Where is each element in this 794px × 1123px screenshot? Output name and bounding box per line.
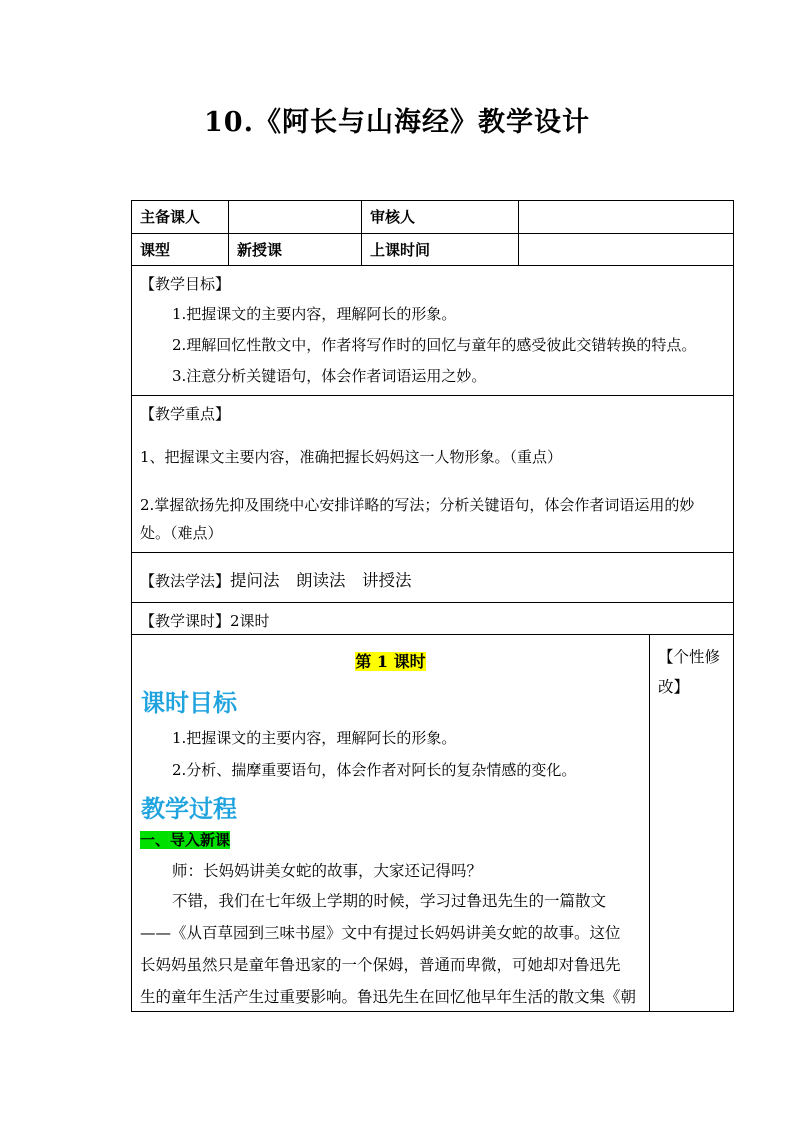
periods-content — [140, 610, 270, 631]
key-point-item: 2.掌握欲扬先抑及围绕中心安排详略的写法；分析关键语句，体会作者词语运用的妙 — [140, 496, 695, 514]
preparer-label: 主备课人 — [140, 208, 201, 226]
periods-header: 【教学课时】 — [140, 612, 231, 630]
lesson-section — [132, 635, 733, 1011]
methods-text: 提问法 朗读法 讲授法 — [230, 571, 412, 590]
goals-header: 【教学目标】 — [140, 275, 231, 293]
column-divider — [649, 635, 650, 1011]
key-points-header: 【教学重点】 — [140, 405, 231, 423]
info-row-2 — [132, 234, 733, 266]
lesson-plan-table — [131, 200, 734, 1012]
periods-section — [132, 603, 733, 635]
side-note-line1: 【个性修 — [658, 648, 721, 666]
preparer-value — [228, 201, 361, 233]
intro-para-line: ——《从百草园到三味书屋》文中有提过长妈妈讲美女蛇的故事。这位 — [140, 924, 621, 942]
lesson-heading-wrap — [132, 649, 649, 672]
key-point-item: 处。（难点） — [140, 524, 223, 542]
type-label: 课型 — [140, 241, 171, 259]
teacher-line: 师：长妈妈讲美女蛇的故事，大家还记得吗？ — [172, 862, 483, 880]
goal-item: 1.把握课文的主要内容，理解阿长的形象。 — [172, 305, 457, 323]
info-row-1 — [132, 201, 733, 234]
objectives-title: 课时目标 — [141, 689, 237, 717]
key-points-section — [132, 396, 733, 553]
methods-header: 【教法学法】 — [140, 572, 231, 590]
intro-para-line: 生的童年生活产生过重要影响。鲁迅先生在回忆他早年生活的散文集《朝 — [140, 988, 637, 1006]
methods-section — [132, 553, 733, 603]
methods-content — [140, 567, 412, 591]
process-title: 教学过程 — [141, 795, 237, 823]
goal-item: 2.理解回忆性散文中，作者将写作时的回忆与童年的感受彼此交错转换的特点。 — [172, 336, 697, 354]
goals-section — [132, 266, 733, 396]
step1-wrap — [140, 829, 230, 850]
goal-item: 3.注意分析关键语句，体会作者词语运用之妙。 — [172, 367, 487, 385]
objective-item: 1.把握课文的主要内容，理解阿长的形象。 — [172, 729, 457, 747]
time-value — [518, 234, 733, 265]
lesson-heading: 第 1 课时 — [355, 652, 426, 671]
key-point-item: 1、把握课文主要内容，准确把握长妈妈这一人物形象。（重点） — [140, 448, 563, 466]
reviewer-value — [518, 201, 733, 233]
objective-item: 2.分析、揣摩重要语句，体会作者对阿长的复杂情感的变化。 — [172, 761, 577, 779]
type-value: 新授课 — [228, 234, 361, 265]
side-note-line2: 改】 — [658, 678, 690, 696]
intro-para-line: 长妈妈虽然只是童年鲁迅家的一个保姆，普通而卑微，可她却对鲁迅先 — [140, 956, 621, 974]
reviewer-label: 审核人 — [361, 201, 518, 233]
periods-text: 2课时 — [230, 612, 270, 630]
time-label: 上课时间 — [361, 234, 518, 265]
intro-para-line: 不错，我们在七年级上学期的时候，学习过鲁迅先生的一篇散文 — [172, 892, 607, 910]
document-title: 10.《阿长与山海经》教学设计 — [204, 107, 590, 138]
step1-label: 一、导入新课 — [140, 831, 231, 849]
